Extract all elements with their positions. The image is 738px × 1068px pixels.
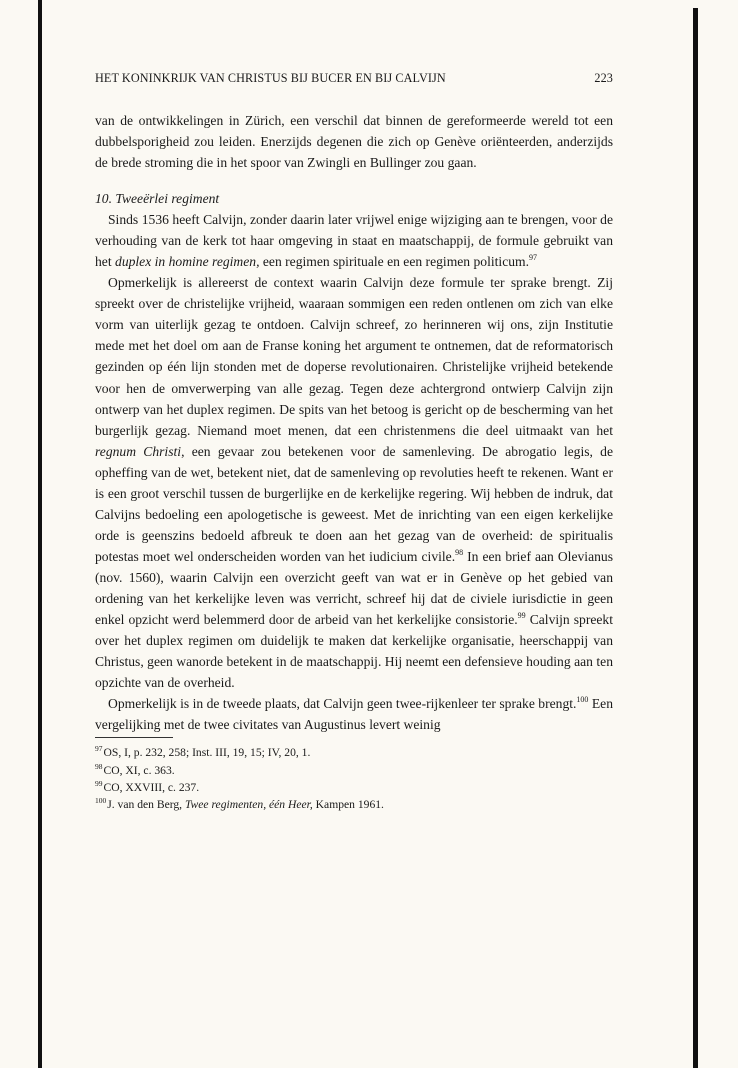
paragraph-text: Calvijn spreekt over het duplex regimen om duidelijk te maken dat kerkelijke organisatie, heerschappij van Christus, geen wanorde betekent in de maatschappij. Hij neemt een defensieve houding aan ten opzichte van de overheid. <box>95 612 614 691</box>
footnote-number: 99 <box>95 778 103 788</box>
section-heading: 10. Tweeërlei regiment <box>95 191 220 207</box>
paragraph-text: , een gevaar zou betekenen voor de samenleving. De abrogatio legis, de opheffing van de wet, betekent niet, dat de samenleving op revoluties heeft te rekenen. Want er is een groot verschil tussen de burgerlijke en de kerkelijke regering. Wij hebben de indruk, dat Calvijns bedoeling een apologetische is geweest. Met de inrichting van een eigen kerkelijke orde is geenszins bedoeld afbreuk te doen aan het gezag van de overheid: de spiritualis potestas moet wel onderscheiden worden van het iudicium civile. <box>95 443 613 564</box>
paragraph-context <box>95 272 613 693</box>
footnote-ref-99[interactable]: 99 <box>517 611 526 621</box>
footnote-number: 98 <box>95 761 103 771</box>
paragraph-text: van de ontwikkelingen in Zürich, een verschil dat binnen de gereformeerde wereld tot een dubbelsporigheid zou leiden. Enerzijds degenen die zich op Genève oriënteerden, anderzijds de brede stroming die in het spoor van Zwingli en Bullinger zou gaan. <box>95 113 613 171</box>
footnote-text: OS, I, p. 232, 258; Inst. III, 19, 15; IV, 20, 1. <box>103 746 311 760</box>
running-head-title: HET KONINKRIJK VAN CHRISTUS BIJ BUCER EN BIJ CALVIJN <box>95 71 446 85</box>
italic-term: regnum Christi <box>95 443 182 459</box>
paragraph-text: Sinds 1536 heeft Calvijn, zonder daarin later vrijwel enige wijziging aan te brengen, voor de verhouding van de kerk tot haar omgeving in staat en maatschappij, de formule gebruikt van het <box>95 212 613 270</box>
footnotes <box>95 744 613 813</box>
footnote-97 <box>95 744 613 761</box>
italic-term: duplex in homine regimen, <box>115 254 260 270</box>
body-text <box>95 110 613 735</box>
footnote-text: CO, XI, c. 363. <box>103 763 175 777</box>
footnote-author: J. van den Berg, <box>107 798 185 812</box>
paragraph-text: Opmerkelijk is allereerst de context waarin Calvijn deze formule ter sprake brengt. Zij spreekt over de christelijke vrijheid, waaraan sommigen een reden ontlenen om zich van elke vorm van uiterlijk gezag te ontdoen. Calvijn schreef, zo herinneren wij ons, zijn Institutie mede met het doel om aan de Franse koning het argument te ontnemen, dat de reformatorisch gezinden op één lijn stonden met de doperse revolutionairen. Christelijke vrijheid betekende voor hen de omverwerping van alle gezag. Tegen deze achtergrond ontwierp Calvijn zijn ontwerp van het duplex regimen. De spits van het betoog is gericht op de bescherming van het burgerlijk gezag. Niemand moet menen, dat een christenmens die deel uitmaakt van het <box>95 275 613 438</box>
footnote-number: 97 <box>95 744 103 754</box>
paragraph-text: een regimen spirituale en een regimen politicum. <box>259 254 529 270</box>
footnote-ref-100[interactable]: 100 <box>576 695 589 705</box>
running-head <box>95 70 613 86</box>
footnote-ref-98[interactable]: 98 <box>455 547 464 557</box>
footnote-text: CO, XXVIII, c. 237. <box>103 780 200 794</box>
paragraph-duplex-regimen <box>95 209 613 272</box>
paragraph-two-kingdoms <box>95 693 613 735</box>
paragraph-continuation <box>95 110 613 173</box>
footnote-99 <box>95 779 613 796</box>
paragraph-text: In een brief aan Olevianus (nov. 1560), waarin Calvijn een overzicht geeft van wat er in Genève op het gebied van ordening van het kerkelijke leven was verricht, schreef hij dat de civiele iurisdictie in geen enkel opzicht werd belemmerd door de arbeid van het kerkelijke consistorie. <box>95 548 613 628</box>
footnote-100 <box>95 796 613 813</box>
footnote-ref-97[interactable]: 97 <box>529 253 537 263</box>
footnote-divider <box>95 737 173 738</box>
footnote-number: 100 <box>95 796 107 806</box>
paragraph-text: Opmerkelijk is in de tweede plaats, dat Calvijn geen twee-rijkenleer ter sprake brengt. <box>108 696 577 712</box>
page-number: 223 <box>594 71 613 85</box>
footnote-98 <box>95 762 613 779</box>
footnote-text: Kampen 1961. <box>312 798 384 812</box>
footnote-book-title: Twee regimenten, één Heer, <box>184 798 313 812</box>
page-edge-left <box>38 0 42 1068</box>
page-edge-right <box>693 8 698 1068</box>
book-page <box>95 70 613 814</box>
paragraph-text: Een vergelijking met de twee civitates van Augustinus levert weinig <box>95 696 613 733</box>
